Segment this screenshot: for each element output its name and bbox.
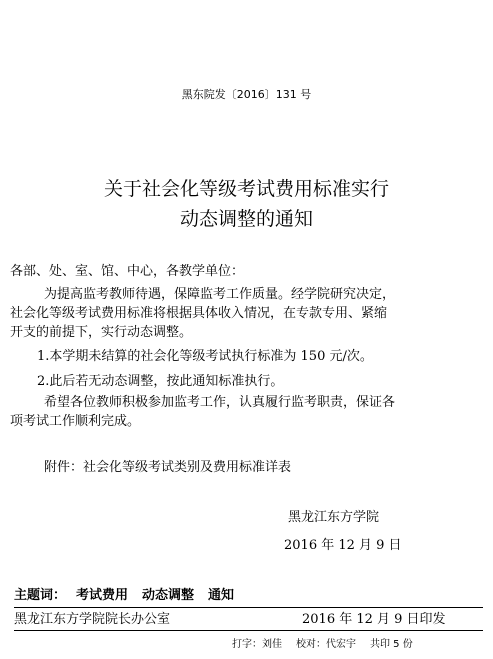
attachment-line: 附件：社会化等级考试类别及费用标准详表 [44, 460, 292, 475]
keyword-3: 通知 [208, 588, 235, 603]
paragraph-2-line-2: 项考试工作顺利完成。 [10, 414, 141, 429]
paragraph-1-line-1: 为提高监考教师待遇，保障监考工作质量。经学院研究决定， [44, 287, 396, 302]
keywords-line [14, 587, 234, 605]
list-item-1: 1.本学期未结算的社会化等级考试执行标准为 150 元/次。 [37, 349, 373, 364]
document-number: 黑东院发〔2016〕131 号 [181, 88, 312, 101]
paragraph-2-line-1: 希望各位教师积极参加监考工作，认真履行监考职责，保证各 [44, 395, 396, 410]
keywords-label: 主题词： [14, 588, 67, 603]
issuing-office: 黑龙江东方学院院长办公室 [14, 612, 171, 627]
paragraph-2 [10, 393, 480, 431]
signature-date: 2016 年 12 月 9 日 [284, 538, 402, 553]
footer-divider-top [14, 607, 483, 608]
title-line-1: 关于社会化等级考试费用标准实行 [103, 178, 389, 200]
paragraph-1-line-2: 社会化等级考试费用标准将根据具体收入情况，在专款专用、紧缩 [10, 306, 388, 321]
paragraph-1-line-3: 开支的前提下，实行动态调整。 [10, 325, 193, 340]
keyword-2: 动态调整 [142, 588, 195, 603]
copies-count: 共印 5 份 [370, 639, 413, 650]
typist: 打字：刘佳 [232, 639, 282, 650]
list-item-2: 2.此后若无动态调整，按此通知标准执行。 [37, 374, 284, 389]
document-title [0, 174, 493, 234]
issue-date: 2016 年 12 月 9 日印发 [302, 612, 446, 627]
proofreader: 校对：代宏宇 [296, 639, 356, 650]
signature-organization: 黑龙江东方学院 [288, 510, 380, 525]
title-line-2: 动态调整的通知 [179, 208, 313, 230]
footer-divider-bottom [14, 630, 483, 631]
paragraph-1 [10, 285, 480, 342]
keyword-1: 考试费用 [76, 588, 129, 603]
recipient-line: 各部、处、室、馆、中心，各教学单位： [10, 264, 245, 279]
production-info [232, 638, 427, 652]
